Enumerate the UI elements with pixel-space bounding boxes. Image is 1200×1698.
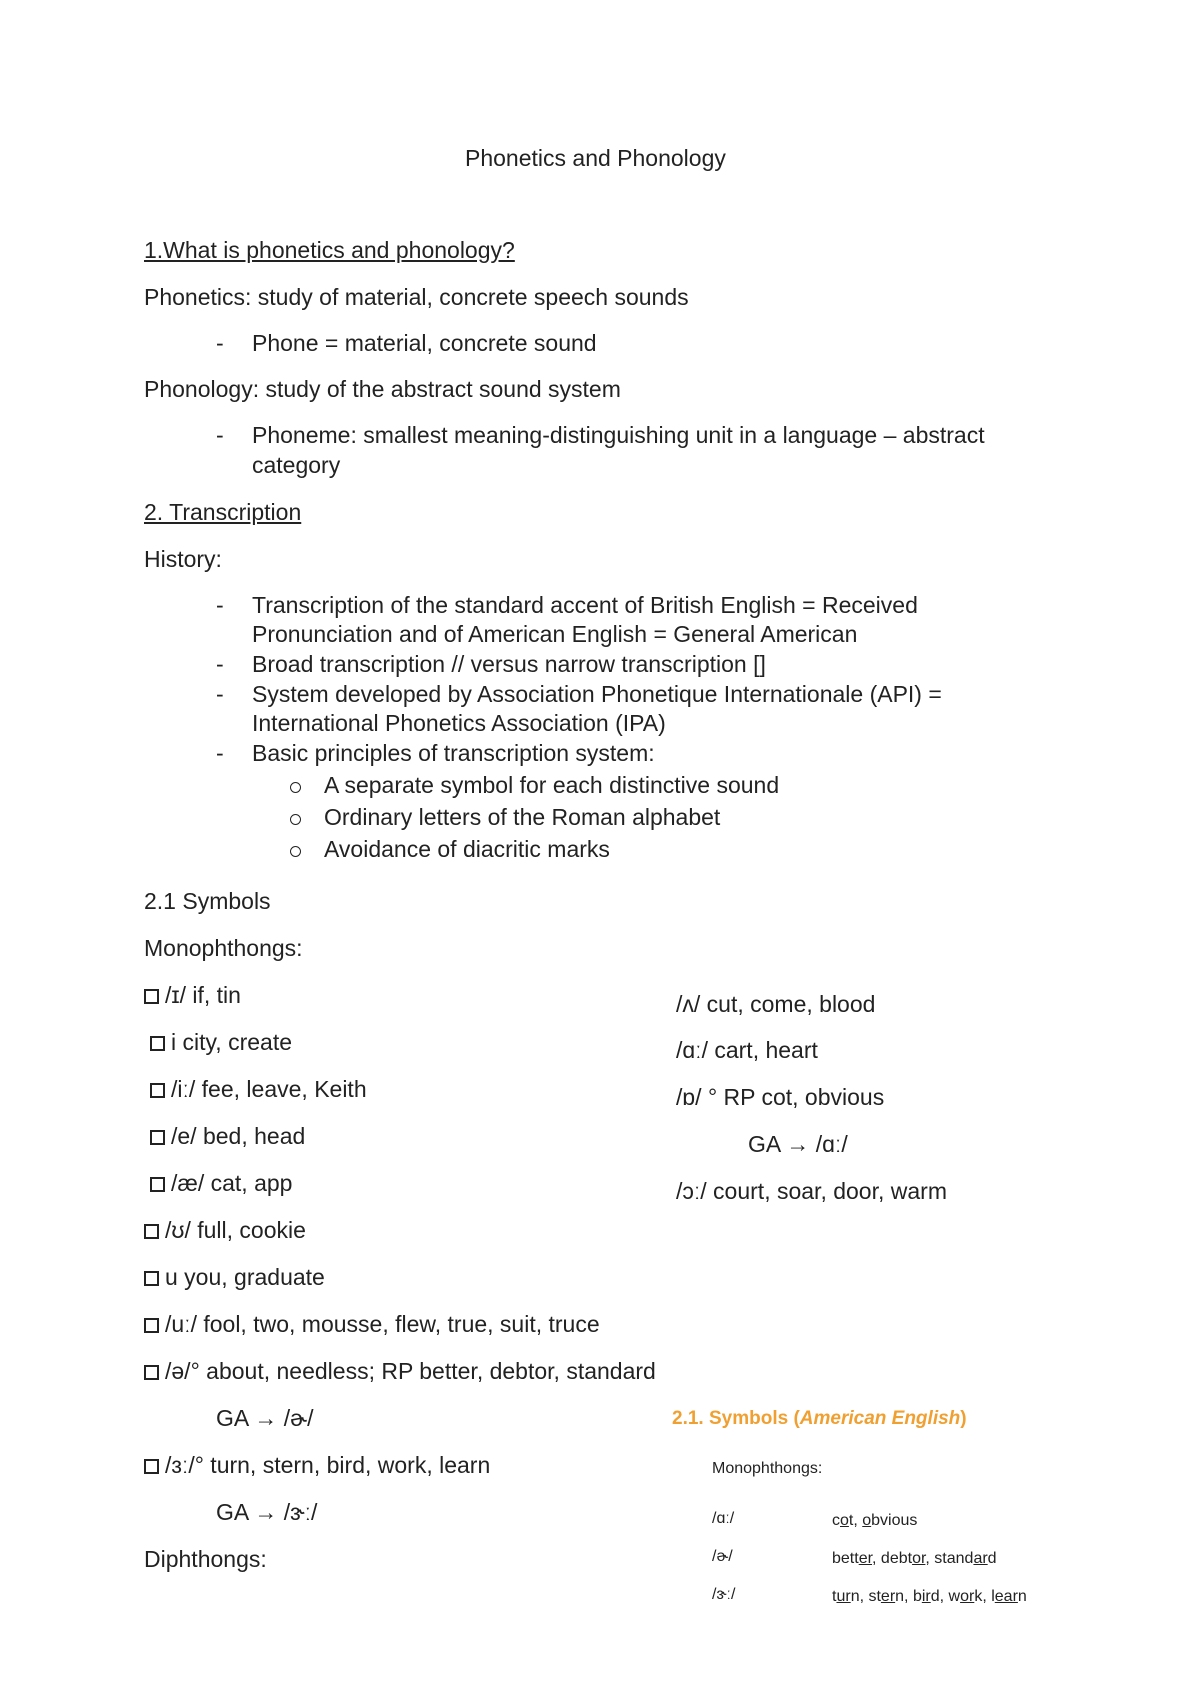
symbol-item <box>150 1122 305 1150</box>
symbol-item-right: /ʌ/ cut, come, blood <box>676 991 876 1017</box>
symbol-text: /æ/ cat, app <box>171 1170 293 1196</box>
phoneme-definition-line2: category <box>252 452 341 478</box>
symbol-item <box>144 1357 656 1385</box>
checkbox-icon <box>144 1318 159 1333</box>
symbol-text: /ə/° about, needless; RP better, debtor, standard <box>165 1358 656 1384</box>
ga-note-right: GA → /ɑː/ <box>748 1131 848 1157</box>
ga-note: GA → /ɚ/ <box>216 1405 314 1431</box>
inset-subheading: Monophthongs: <box>712 1460 823 1477</box>
history-item-3-line1: System developed by Association Phonetique Internationale (API) = <box>252 681 942 707</box>
symbol-item <box>144 1216 306 1244</box>
symbol-item <box>144 1451 490 1479</box>
inset-symbol: /ɝː/ <box>712 1586 736 1603</box>
inset-symbol: /ɚ/ <box>712 1548 733 1565</box>
inset-example: cot, obvious <box>832 1512 918 1529</box>
history-label: History: <box>144 546 222 572</box>
phonetics-definition: Phonetics: study of material, concrete speech sounds <box>144 284 689 310</box>
monophthongs-label: Monophthongs: <box>144 935 303 961</box>
phonology-definition: Phonology: study of the abstract sound system <box>144 376 621 402</box>
symbol-item <box>150 1169 292 1197</box>
circle-bullet <box>290 846 301 857</box>
symbol-item <box>150 1028 292 1056</box>
checkbox-icon <box>150 1083 165 1098</box>
symbol-text: i city, create <box>171 1029 292 1055</box>
inset-example: turn, stern, bird, work, learn <box>832 1588 1027 1605</box>
circle-bullet <box>290 814 301 825</box>
dash-bullet: - <box>216 330 224 356</box>
phoneme-definition-line1: Phoneme: smallest meaning-distinguishing unit in a language – abstract <box>252 422 985 448</box>
checkbox-icon <box>150 1177 165 1192</box>
symbol-text: /e/ bed, head <box>171 1123 306 1149</box>
history-item-1-line2: Pronunciation and of American English = General American <box>252 621 858 647</box>
symbol-item-right: /ɑː/ cart, heart <box>676 1037 818 1063</box>
dash-bullet: - <box>216 681 224 707</box>
history-item-1-line1: Transcription of the standard accent of British English = Received <box>252 592 918 618</box>
principle-2: Ordinary letters of the Roman alphabet <box>324 804 721 830</box>
principle-1: A separate symbol for each distinctive sound <box>324 772 780 798</box>
symbol-text: /uː/ fool, two, mousse, flew, true, suit, truce <box>165 1311 600 1337</box>
checkbox-icon <box>144 989 159 1004</box>
history-item-3-line2: International Phonetics Association (IPA) <box>252 710 666 736</box>
symbol-item-right: /ɒ/ ° RP cot, obvious <box>676 1084 885 1110</box>
checkbox-icon <box>144 1224 159 1239</box>
symbol-text: /iː/ fee, leave, Keith <box>171 1076 367 1102</box>
history-item-2: Broad transcription // versus narrow transcription [] <box>252 651 766 677</box>
symbol-text: /ɪ/ if, tin <box>165 982 241 1008</box>
inset-heading: 2.1. Symbols (American English) <box>672 1408 967 1429</box>
circle-bullet <box>290 782 301 793</box>
symbol-text: u you, graduate <box>165 1264 325 1290</box>
symbol-item <box>144 1310 600 1338</box>
symbols-heading: 2.1 Symbols <box>144 888 271 914</box>
history-item-4: Basic principles of transcription system: <box>252 740 655 766</box>
checkbox-icon <box>150 1036 165 1051</box>
symbol-text: /ʊ/ full, cookie <box>165 1217 306 1243</box>
symbol-item <box>144 1263 325 1291</box>
checkbox-icon <box>144 1459 159 1474</box>
principle-3: Avoidance of diacritic marks <box>324 836 610 862</box>
page-title: Phonetics and Phonology <box>465 145 726 171</box>
symbol-item <box>144 981 241 1009</box>
dash-bullet: - <box>216 592 224 618</box>
inset-example: better, debtor, standard <box>832 1550 997 1567</box>
checkbox-icon <box>144 1365 159 1380</box>
phone-definition: Phone = material, concrete sound <box>252 330 597 356</box>
symbol-text: /ɜː/° turn, stern, bird, work, learn <box>165 1452 491 1478</box>
dash-bullet: - <box>216 651 224 677</box>
section-1-heading: 1.What is phonetics and phonology? <box>144 237 515 263</box>
ga-note: GA → /ɝː/ <box>216 1499 318 1525</box>
section-2-heading: 2. Transcription <box>144 499 302 525</box>
dash-bullet: - <box>216 740 224 766</box>
checkbox-icon <box>150 1130 165 1145</box>
diphthongs-label: Diphthongs: <box>144 1546 267 1572</box>
dash-bullet: - <box>216 422 224 448</box>
checkbox-icon <box>144 1271 159 1286</box>
symbol-item-right: /ɔː/ court, soar, door, warm <box>676 1178 947 1204</box>
inset-symbol: /ɑː/ <box>712 1510 735 1527</box>
symbol-item <box>150 1075 367 1103</box>
